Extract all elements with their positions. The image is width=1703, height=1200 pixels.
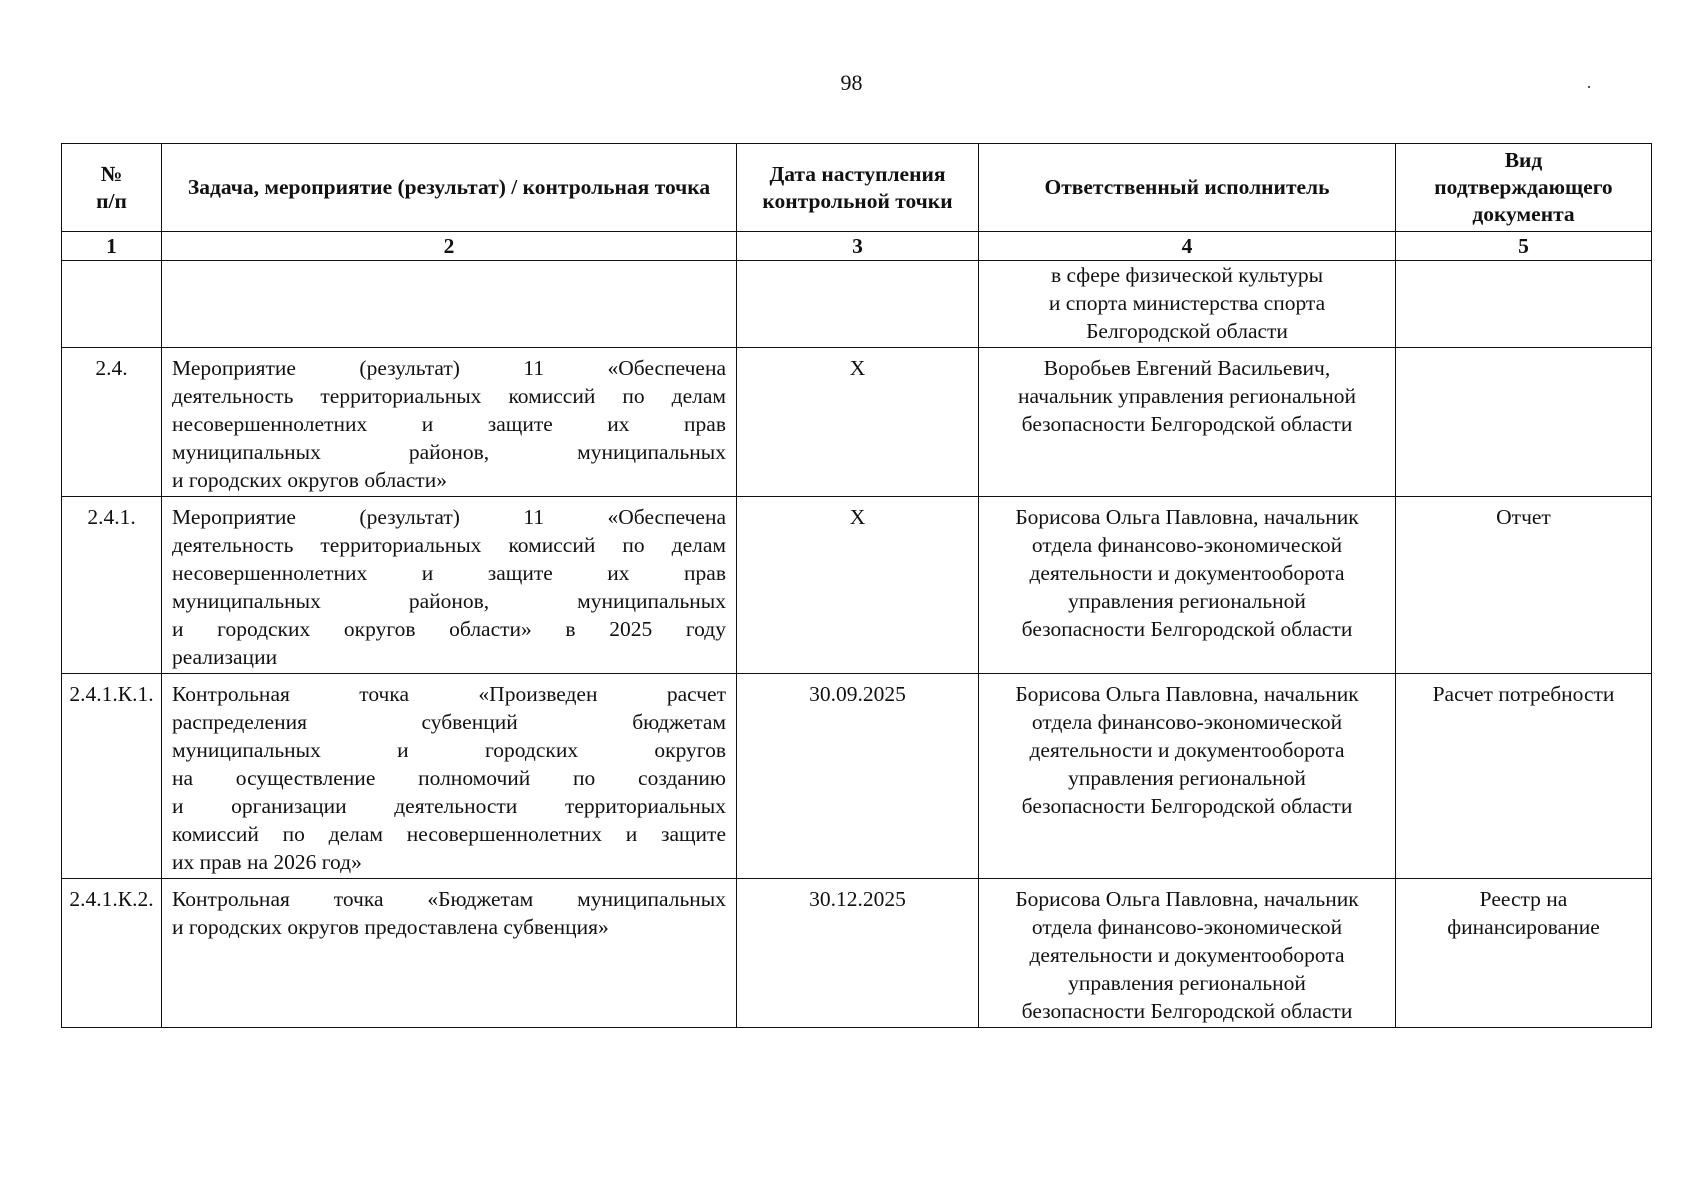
table-row [62, 497, 1652, 674]
task-line: реализации [172, 645, 278, 669]
table-row [62, 674, 1652, 879]
responsible-line: Белгородской области [1086, 319, 1288, 343]
header-document: Вид подтверждающего документа [1396, 144, 1652, 232]
task-line: и городских округов предоставлена субвенция» [172, 915, 609, 939]
page-number: 98 [840, 70, 863, 95]
document-cell [1396, 348, 1652, 497]
column-number: 2 [162, 232, 737, 261]
date-cell: Х [737, 348, 979, 497]
task-cell [162, 261, 737, 348]
responsible-cell [979, 674, 1396, 879]
task-line: деятельность территориальных комиссий по делам [172, 533, 726, 557]
responsible-line: управления региональной [1068, 589, 1306, 613]
task-line: Контрольная точка «Бюджетам муниципальных [172, 887, 726, 911]
task-line: муниципальных и городских округов [172, 738, 726, 762]
date-cell [737, 261, 979, 348]
task-cell [162, 348, 737, 497]
scan-speck [1588, 86, 1590, 88]
table-row [62, 348, 1652, 497]
task-line: несовершеннолетних и защите их прав [172, 412, 726, 436]
document-cell: Отчет [1396, 497, 1652, 674]
task-line: и городских округов области» в 2025 году [172, 617, 726, 641]
task-line: на осуществление полномочий по созданию [172, 766, 726, 790]
task-line: Мероприятие (результат) 11 «Обеспечена [172, 505, 726, 529]
responsible-line: Борисова Ольга Павловна, начальник [1015, 682, 1359, 706]
task-line: и организации деятельности территориальных [172, 794, 726, 818]
table-row [62, 879, 1652, 1028]
column-number: 3 [737, 232, 979, 261]
task-line: и городских округов области» [172, 468, 447, 492]
column-number-row [62, 232, 1652, 261]
plan-table [61, 143, 1652, 1028]
responsible-line: безопасности Белгородской области [1021, 999, 1353, 1023]
responsible-line: Воробьев Евгений Васильевич, [1043, 356, 1331, 380]
responsible-line: отдела финансово-экономической [1031, 710, 1343, 734]
task-cell [162, 497, 737, 674]
date-cell: 30.09.2025 [737, 674, 979, 879]
column-number: 5 [1396, 232, 1652, 261]
responsible-line: Борисова Ольга Павловна, начальник [1015, 505, 1359, 529]
row-number-cell: 2.4. [62, 348, 162, 497]
task-line: Мероприятие (результат) 11 «Обеспечена [172, 356, 726, 380]
header-task: Задача, мероприятие (результат) / контрольная точка [162, 144, 737, 232]
responsible-line: деятельности и документооборота [1029, 738, 1345, 762]
responsible-line: безопасности Белгородской области [1021, 412, 1353, 436]
row-number-cell: 2.4.1. [62, 497, 162, 674]
responsible-line: безопасности Белгородской области [1021, 617, 1353, 641]
task-line: комиссий по делам несовершеннолетних и защите [172, 822, 726, 846]
date-cell: Х [737, 497, 979, 674]
task-line: деятельность территориальных комиссий по делам [172, 384, 726, 408]
responsible-cell [979, 348, 1396, 497]
date-cell: 30.12.2025 [737, 879, 979, 1028]
responsible-line: безопасности Белгородской области [1021, 794, 1353, 818]
responsible-line: деятельности и документооборота [1029, 943, 1345, 967]
task-cell [162, 879, 737, 1028]
document-cell [1396, 261, 1652, 348]
task-line: несовершеннолетних и защите их прав [172, 561, 726, 585]
responsible-cell [979, 497, 1396, 674]
task-line: Контрольная точка «Произведен расчет [172, 682, 726, 706]
row-number-cell: 2.4.1.К.2. [62, 879, 162, 1028]
row-number-cell [62, 261, 162, 348]
responsible-line: и спорта министерства спорта [1048, 291, 1326, 315]
responsible-line: в сфере физической культуры [1050, 263, 1324, 287]
header-responsible: Ответственный исполнитель [979, 144, 1396, 232]
task-line: распределения субвенций бюджетам [172, 710, 726, 734]
responsible-line: управления региональной [1068, 766, 1306, 790]
responsible-line: отдела финансово-экономической [1031, 915, 1343, 939]
responsible-line: Борисова Ольга Павловна, начальник [1015, 887, 1359, 911]
responsible-line: начальник управления региональной [1018, 384, 1356, 408]
responsible-cell [979, 879, 1396, 1028]
table-header-row [62, 144, 1652, 232]
responsible-line: отдела финансово-экономической [1031, 533, 1343, 557]
column-number: 1 [62, 232, 162, 261]
document-cell: Расчет потребности [1396, 674, 1652, 879]
responsible-line: управления региональной [1068, 971, 1306, 995]
task-line: муниципальных районов, муниципальных [172, 589, 726, 613]
header-date: Дата наступления контрольной точки [737, 144, 979, 232]
responsible-line: деятельности и документооборота [1029, 561, 1345, 585]
document-cell: Реестр на финансирование [1396, 879, 1652, 1028]
task-cell [162, 674, 737, 879]
row-number-cell: 2.4.1.К.1. [62, 674, 162, 879]
header-num: № п/п [62, 144, 162, 232]
responsible-cell [979, 261, 1396, 348]
task-line: муниципальных районов, муниципальных [172, 440, 726, 464]
task-line: их прав на 2026 год» [172, 850, 362, 874]
table-row [62, 261, 1652, 348]
column-number: 4 [979, 232, 1396, 261]
